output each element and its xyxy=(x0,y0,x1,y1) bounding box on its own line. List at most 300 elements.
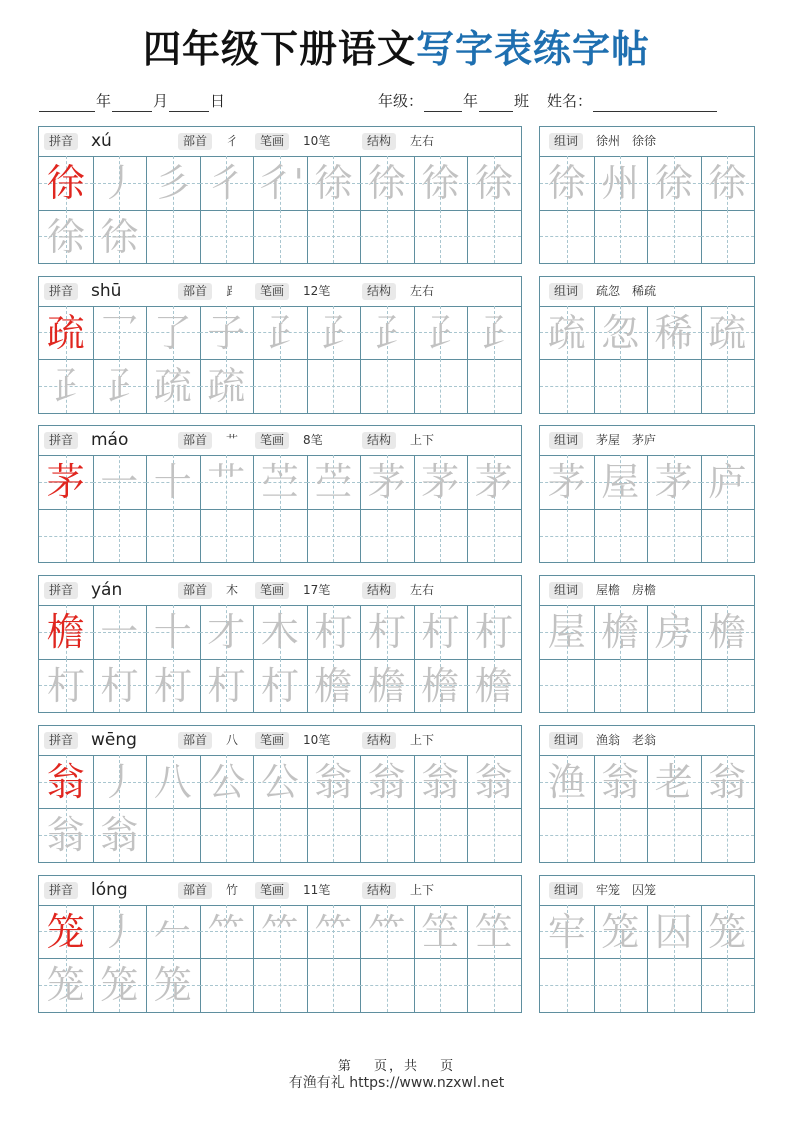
practice-cell[interactable] xyxy=(146,455,200,509)
strokes-label: 笔画 xyxy=(255,432,289,449)
practice-cell[interactable] xyxy=(253,306,307,360)
practice-cell[interactable] xyxy=(594,808,648,862)
words-label: 组词 xyxy=(549,432,583,449)
trace-character: 笼 xyxy=(100,963,139,1007)
guide-line-vertical xyxy=(620,808,621,862)
trace-character: 𠂉 xyxy=(153,909,192,954)
practice-cell[interactable] xyxy=(146,755,200,809)
guide-line-vertical xyxy=(333,958,334,1012)
site-footer: 有渔有礼 https://www.nzxwl.net xyxy=(288,1075,505,1091)
practice-cell[interactable] xyxy=(701,156,755,210)
practice-cell[interactable] xyxy=(146,808,200,862)
pinyin-value: lóng xyxy=(91,879,128,900)
practice-cell[interactable] xyxy=(146,659,200,713)
guide-line-vertical xyxy=(66,509,67,563)
practice-cell[interactable] xyxy=(39,755,93,809)
practice-cell[interactable] xyxy=(647,905,701,959)
trace-character: 一 xyxy=(100,460,139,505)
practice-cell[interactable] xyxy=(594,156,648,210)
guide-line-vertical xyxy=(387,808,388,862)
structure-label: 结构 xyxy=(362,582,396,599)
practice-cell[interactable] xyxy=(39,455,93,509)
practice-cell[interactable] xyxy=(200,755,254,809)
practice-cell[interactable] xyxy=(594,509,648,563)
trace-character: 丿 xyxy=(100,161,139,205)
guide-line-vertical xyxy=(567,659,568,713)
practice-cell[interactable] xyxy=(467,156,521,210)
student-line xyxy=(378,90,718,112)
structure-label: 结构 xyxy=(362,732,396,749)
pinyin-value: yán xyxy=(91,580,123,601)
practice-cell[interactable] xyxy=(647,210,701,264)
guide-line-vertical xyxy=(620,359,621,413)
practice-cell[interactable] xyxy=(146,509,200,563)
practice-cell[interactable] xyxy=(253,455,307,509)
practice-cell[interactable] xyxy=(647,455,701,509)
pinyin-value: xú xyxy=(91,131,112,151)
trace-character: 茅 xyxy=(367,460,406,505)
pinyin-label: 拼音 xyxy=(44,283,78,300)
structure-label: 结构 xyxy=(362,882,396,899)
practice-cell[interactable] xyxy=(146,306,200,360)
trace-character: 檐 xyxy=(601,610,640,655)
practice-cell[interactable] xyxy=(307,455,361,509)
radical-value: 竹 xyxy=(226,882,239,897)
practice-cell[interactable] xyxy=(39,509,93,563)
practice-cell[interactable] xyxy=(414,210,468,264)
pinyin-label: 拼音 xyxy=(44,133,78,150)
practice-cell[interactable] xyxy=(414,455,468,509)
practice-cell[interactable] xyxy=(360,958,414,1012)
radical-label: 部首 xyxy=(178,882,212,899)
trace-character: 𤴔 xyxy=(367,310,406,355)
trace-character: 朾 xyxy=(207,663,246,708)
word-grid xyxy=(540,156,754,263)
guide-line-vertical xyxy=(674,808,675,862)
practice-cell[interactable] xyxy=(360,455,414,509)
guide-line-vertical xyxy=(280,359,281,413)
practice-cell[interactable] xyxy=(594,659,648,713)
trace-character: 房 xyxy=(654,610,693,655)
class-blank[interactable] xyxy=(479,95,513,112)
practice-cell[interactable] xyxy=(594,755,648,809)
practice-cell[interactable] xyxy=(93,210,147,264)
practice-cell[interactable] xyxy=(540,156,594,210)
practice-cell[interactable] xyxy=(647,755,701,809)
trace-character: 徐 xyxy=(547,161,586,205)
trace-character: 翁 xyxy=(367,759,406,804)
date-line xyxy=(38,90,225,112)
practice-cell[interactable] xyxy=(360,306,414,360)
trace-character: 丿 xyxy=(100,759,139,804)
trace-character: 苎 xyxy=(314,460,353,505)
card-header xyxy=(540,576,754,606)
practice-cell[interactable] xyxy=(540,455,594,509)
model-character: 徐 xyxy=(46,161,85,205)
trace-character: 子 xyxy=(207,310,246,355)
practice-cell[interactable] xyxy=(307,808,361,862)
practice-cell[interactable] xyxy=(647,659,701,713)
stroke-grid xyxy=(39,156,521,263)
stroke-practice-card xyxy=(38,725,522,863)
pinyin-value: shū xyxy=(91,280,122,301)
practice-cell[interactable] xyxy=(307,210,361,264)
trace-character: 𤴔 xyxy=(260,310,299,355)
practice-cell[interactable] xyxy=(467,659,521,713)
practice-cell[interactable] xyxy=(540,306,594,360)
guide-line-vertical xyxy=(567,808,568,862)
practice-cell[interactable] xyxy=(200,509,254,563)
practice-cell[interactable] xyxy=(467,359,521,413)
structure-value: 上下 xyxy=(410,433,435,448)
strokes-label: 笔画 xyxy=(255,582,289,599)
structure-value: 上下 xyxy=(410,732,435,747)
practice-cell[interactable] xyxy=(93,359,147,413)
practice-cell[interactable] xyxy=(701,605,755,659)
stroke-grid xyxy=(39,905,521,1012)
practice-cell[interactable] xyxy=(307,755,361,809)
practice-cell[interactable] xyxy=(360,905,414,959)
practice-cell[interactable] xyxy=(360,605,414,659)
practice-cell[interactable] xyxy=(200,210,254,264)
day-blank[interactable] xyxy=(169,95,209,112)
practice-cell[interactable] xyxy=(414,156,468,210)
practice-cell[interactable] xyxy=(93,306,147,360)
practice-cell[interactable] xyxy=(540,659,594,713)
trace-character: 丿 xyxy=(100,909,139,954)
trace-character: 朾 xyxy=(314,610,353,655)
trace-character: 乛 xyxy=(100,310,139,355)
practice-cell[interactable] xyxy=(594,905,648,959)
trace-character: 朾 xyxy=(260,663,299,708)
trace-character: 疏 xyxy=(547,310,586,355)
practice-cell[interactable] xyxy=(93,755,147,809)
day-label: 日 xyxy=(210,92,226,110)
practice-cell[interactable] xyxy=(146,905,200,959)
practice-cell[interactable] xyxy=(594,359,648,413)
practice-cell[interactable] xyxy=(647,359,701,413)
practice-cell[interactable] xyxy=(647,605,701,659)
practice-cell[interactable] xyxy=(594,958,648,1012)
practice-cell[interactable] xyxy=(414,306,468,360)
practice-cell[interactable] xyxy=(467,905,521,959)
practice-cell[interactable] xyxy=(200,455,254,509)
trace-character: ⺮ xyxy=(367,909,406,954)
practice-cell[interactable] xyxy=(253,659,307,713)
practice-cell[interactable] xyxy=(39,659,93,713)
word-practice-card xyxy=(539,725,755,863)
month-blank[interactable] xyxy=(112,95,152,112)
practice-cell[interactable] xyxy=(701,659,755,713)
practice-cell[interactable] xyxy=(360,755,414,809)
guide-line-vertical xyxy=(567,509,568,563)
practice-cell[interactable] xyxy=(467,755,521,809)
practice-cell[interactable] xyxy=(701,210,755,264)
practice-cell[interactable] xyxy=(307,509,361,563)
model-character: 茅 xyxy=(46,460,85,505)
practice-cell[interactable] xyxy=(647,509,701,563)
practice-cell[interactable] xyxy=(253,210,307,264)
stroke-practice-card xyxy=(38,575,522,713)
practice-cell[interactable] xyxy=(701,958,755,1012)
practice-cell[interactable] xyxy=(467,210,521,264)
practice-cell[interactable] xyxy=(701,509,755,563)
practice-cell[interactable] xyxy=(307,306,361,360)
practice-cell[interactable] xyxy=(200,659,254,713)
trace-character: ⺮ xyxy=(314,909,353,954)
practice-cell[interactable] xyxy=(467,455,521,509)
trace-character: 徐 xyxy=(474,161,513,205)
practice-cell[interactable] xyxy=(540,509,594,563)
practice-cell[interactable] xyxy=(540,359,594,413)
grade-label: 年级： xyxy=(378,92,424,110)
strokes-value: 12笔 xyxy=(303,283,331,298)
practice-cell[interactable] xyxy=(540,210,594,264)
guide-line-vertical xyxy=(173,210,174,264)
trace-character: 朾 xyxy=(46,663,85,708)
practice-cell[interactable] xyxy=(307,905,361,959)
practice-cell[interactable] xyxy=(540,755,594,809)
guide-line-vertical xyxy=(440,509,441,563)
guide-line-vertical xyxy=(280,509,281,563)
guide-line-vertical xyxy=(387,210,388,264)
stroke-practice-card xyxy=(38,875,522,1013)
word-practice-card xyxy=(539,126,755,264)
practice-cell[interactable] xyxy=(39,359,93,413)
practice-cell[interactable] xyxy=(253,755,307,809)
practice-cell[interactable] xyxy=(93,455,147,509)
month-label: 月 xyxy=(153,92,169,110)
practice-cell[interactable] xyxy=(360,659,414,713)
practice-cell[interactable] xyxy=(701,755,755,809)
practice-cell[interactable] xyxy=(360,509,414,563)
trace-character: 艹 xyxy=(207,460,246,505)
trace-character: 檐 xyxy=(474,663,513,708)
trace-character: 疏 xyxy=(153,364,192,409)
practice-cell[interactable] xyxy=(39,210,93,264)
practice-cell[interactable] xyxy=(93,905,147,959)
practice-cell[interactable] xyxy=(307,958,361,1012)
model-character: 檐 xyxy=(46,610,85,655)
practice-cell[interactable] xyxy=(253,808,307,862)
guide-line-vertical xyxy=(620,659,621,713)
practice-cell[interactable] xyxy=(594,306,648,360)
structure-label: 结构 xyxy=(362,432,396,449)
practice-cell[interactable] xyxy=(540,905,594,959)
radical-label: 部首 xyxy=(178,582,212,599)
words-label: 组词 xyxy=(549,582,583,599)
practice-cell[interactable] xyxy=(594,455,648,509)
guide-line-vertical xyxy=(280,808,281,862)
practice-cell[interactable] xyxy=(200,905,254,959)
practice-cell[interactable] xyxy=(414,755,468,809)
practice-cell[interactable] xyxy=(200,605,254,659)
practice-cell[interactable] xyxy=(93,958,147,1012)
words-value: 屋檐 房檐 xyxy=(596,583,657,598)
practice-cell[interactable] xyxy=(360,359,414,413)
practice-cell[interactable] xyxy=(39,306,93,360)
trace-character: 檐 xyxy=(421,663,460,708)
guide-line-vertical xyxy=(727,210,728,264)
practice-cell[interactable] xyxy=(93,156,147,210)
radical-value: ⻊ xyxy=(226,283,239,298)
practice-cell[interactable] xyxy=(414,359,468,413)
radical-label: 部首 xyxy=(178,732,212,749)
practice-cell[interactable] xyxy=(414,808,468,862)
practice-cell[interactable] xyxy=(647,156,701,210)
practice-cell[interactable] xyxy=(701,359,755,413)
word-grid xyxy=(540,755,754,862)
trace-character: 翁 xyxy=(601,759,640,804)
practice-cell[interactable] xyxy=(307,156,361,210)
practice-cell[interactable] xyxy=(253,509,307,563)
class-label: 班 xyxy=(514,92,530,110)
guide-line-vertical xyxy=(333,210,334,264)
strokes-label: 笔画 xyxy=(255,283,289,300)
trace-character: 翁 xyxy=(100,813,139,858)
trace-character: 朾 xyxy=(367,610,406,655)
practice-cell[interactable] xyxy=(93,659,147,713)
grade-year-label: 年 xyxy=(463,92,479,110)
card-header xyxy=(540,726,754,756)
trace-character: 牢 xyxy=(547,909,586,954)
practice-cell[interactable] xyxy=(467,605,521,659)
strokes-value: 10笔 xyxy=(303,134,331,148)
trace-character: 屋 xyxy=(601,460,640,505)
practice-cell[interactable] xyxy=(467,958,521,1012)
name-blank[interactable] xyxy=(593,95,717,112)
practice-cell[interactable] xyxy=(540,958,594,1012)
pinyin-label: 拼音 xyxy=(44,582,78,599)
guide-line-vertical xyxy=(674,958,675,1012)
trace-character: 了 xyxy=(153,310,192,355)
practice-cell[interactable] xyxy=(647,306,701,360)
guide-line-vertical xyxy=(280,958,281,1012)
trace-character: 笼 xyxy=(601,909,640,954)
guide-line-vertical xyxy=(387,359,388,413)
practice-cell[interactable] xyxy=(360,808,414,862)
guide-line-vertical xyxy=(494,210,495,264)
words-label: 组词 xyxy=(549,732,583,749)
practice-cell[interactable] xyxy=(647,958,701,1012)
trace-character: 𤴔 xyxy=(421,310,460,355)
practice-cell[interactable] xyxy=(467,509,521,563)
trace-character: 翁 xyxy=(314,759,353,804)
trace-character: 庐 xyxy=(708,460,747,505)
practice-cell[interactable] xyxy=(253,958,307,1012)
practice-cell[interactable] xyxy=(701,306,755,360)
practice-cell[interactable] xyxy=(701,455,755,509)
practice-cell[interactable] xyxy=(93,605,147,659)
grade-blank[interactable] xyxy=(424,95,462,112)
practice-cell[interactable] xyxy=(200,359,254,413)
practice-cell[interactable] xyxy=(360,210,414,264)
practice-cell[interactable] xyxy=(146,958,200,1012)
practice-cell[interactable] xyxy=(467,808,521,862)
radical-value: 木 xyxy=(226,583,239,598)
practice-cell[interactable] xyxy=(146,359,200,413)
strokes-value: 17笔 xyxy=(303,583,331,598)
practice-cell[interactable] xyxy=(701,808,755,862)
guide-line-vertical xyxy=(727,359,728,413)
word-practice-card xyxy=(539,875,755,1013)
practice-cell[interactable] xyxy=(200,306,254,360)
practice-cell[interactable] xyxy=(253,605,307,659)
trace-character: 公 xyxy=(260,759,299,804)
practice-cell[interactable] xyxy=(594,605,648,659)
trace-character: 苎 xyxy=(260,460,299,505)
guide-line-vertical xyxy=(119,509,120,563)
practice-cell[interactable] xyxy=(93,808,147,862)
practice-cell[interactable] xyxy=(200,156,254,210)
practice-cell[interactable] xyxy=(200,808,254,862)
practice-cell[interactable] xyxy=(200,958,254,1012)
practice-cell[interactable] xyxy=(414,605,468,659)
trace-character: 𤴔 xyxy=(314,310,353,355)
practice-cell[interactable] xyxy=(414,509,468,563)
practice-cell[interactable] xyxy=(39,808,93,862)
practice-cell[interactable] xyxy=(540,605,594,659)
guide-line-vertical xyxy=(494,509,495,563)
practice-cell[interactable] xyxy=(414,905,468,959)
card-header xyxy=(39,426,521,456)
practice-cell[interactable] xyxy=(307,659,361,713)
practice-cell[interactable] xyxy=(39,905,93,959)
practice-cell[interactable] xyxy=(146,156,200,210)
trace-character: 檐 xyxy=(367,663,406,708)
practice-cell[interactable] xyxy=(414,958,468,1012)
practice-cell[interactable] xyxy=(414,659,468,713)
practice-cell[interactable] xyxy=(253,359,307,413)
card-header xyxy=(39,127,521,157)
practice-cell[interactable] xyxy=(253,156,307,210)
trace-character: 朾 xyxy=(153,663,192,708)
card-header xyxy=(39,876,521,906)
practice-cell[interactable] xyxy=(93,509,147,563)
practice-cell[interactable] xyxy=(701,905,755,959)
trace-character: 朾 xyxy=(474,610,513,655)
guide-line-vertical xyxy=(226,958,227,1012)
practice-cell[interactable] xyxy=(39,156,93,210)
practice-cell[interactable] xyxy=(146,605,200,659)
practice-cell[interactable] xyxy=(307,359,361,413)
year-blank[interactable] xyxy=(39,95,95,112)
practice-cell[interactable] xyxy=(467,306,521,360)
practice-cell[interactable] xyxy=(647,808,701,862)
guide-line-vertical xyxy=(494,359,495,413)
title-blue: 写字表练字帖 xyxy=(416,26,651,71)
trace-character: 𤴔 xyxy=(474,310,513,355)
practice-cell[interactable] xyxy=(39,958,93,1012)
name-label: 姓名： xyxy=(547,92,593,110)
practice-cell[interactable] xyxy=(39,605,93,659)
strokes-value: 8笔 xyxy=(303,433,323,448)
guide-line-vertical xyxy=(440,808,441,862)
trace-character: 徐 xyxy=(314,161,353,205)
guide-line-vertical xyxy=(173,808,174,862)
practice-cell[interactable] xyxy=(360,156,414,210)
word-grid xyxy=(540,905,754,1012)
practice-cell[interactable] xyxy=(594,210,648,264)
practice-cell[interactable] xyxy=(307,605,361,659)
trace-character: 徐 xyxy=(654,161,693,205)
trace-character: 州 xyxy=(601,161,640,205)
practice-cell[interactable] xyxy=(540,808,594,862)
trace-character: 稀 xyxy=(654,310,693,355)
practice-cell[interactable] xyxy=(253,905,307,959)
practice-cell[interactable] xyxy=(146,210,200,264)
words-label: 组词 xyxy=(549,283,583,300)
